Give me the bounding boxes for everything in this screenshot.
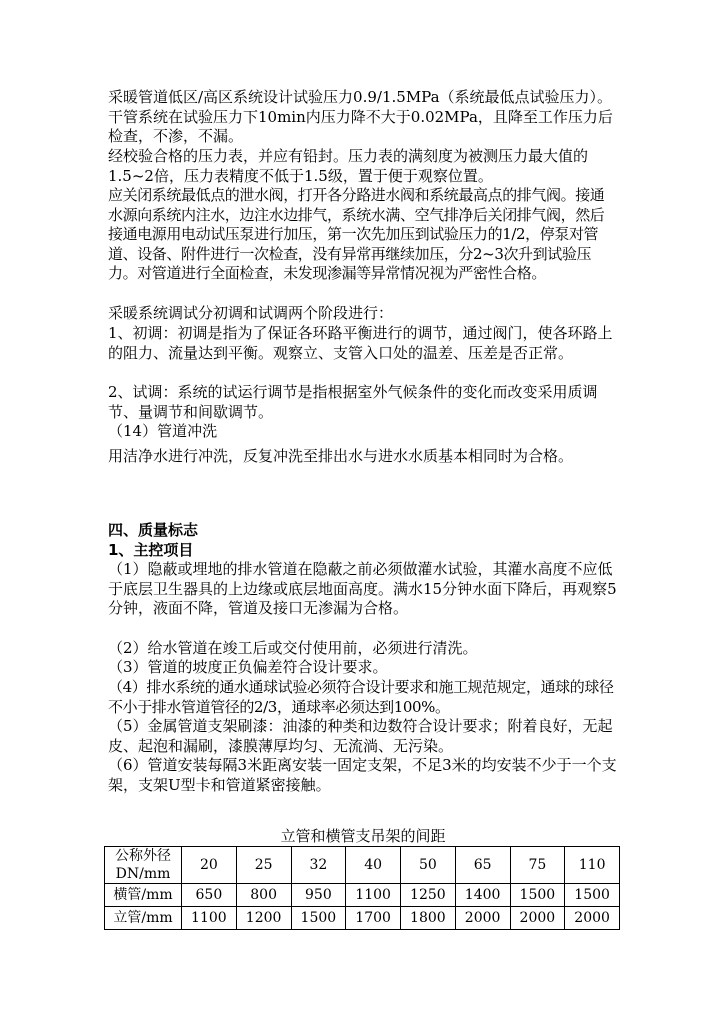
table-cell: 1500 <box>565 884 620 907</box>
table-header-cell: 40 <box>346 847 401 884</box>
table-header-cell: 25 <box>236 847 291 884</box>
item-5: （5）金属管道支架刷漆：油漆的种类和边数符合设计要求；附着良好，无起皮、起泡和漏刷，漆膜薄厚均匀、无流淌、无污染。 <box>108 717 613 755</box>
item-4: （4）排水系统的通水通球试验必须符合设计要求和施工规范规定，通球的球径不小于排水管道管径的2/3，通球率必须达到100%。 <box>108 678 614 716</box>
item-1: （1）隐蔽或埋地的排水管道在隐蔽之前必须做灌水试验，其灌水高度不应低于底层卫生器具的上边缘或底层地面高度。满水15分钟水面下降后，再观察5分钟，液面不降，管道及接口无渗漏为合格。 <box>108 560 617 618</box>
table-header-cell: 20 <box>182 847 237 884</box>
table-row-label: 横管/mm <box>105 884 182 907</box>
paragraph-trial-adjust: 2、试调：系统的试运行调节是指根据室外气候条件的变化而改变采用质调节、量调节和间歇调节。 <box>108 383 598 421</box>
table-header-cell: 110 <box>565 847 620 884</box>
table-cell: 1200 <box>236 907 291 930</box>
table-cell: 1500 <box>291 907 346 930</box>
table-row <box>105 884 620 907</box>
table-row-label: 立管/mm <box>105 907 182 930</box>
item-6: （6）管道安装每隔3米距离安装一固定支架，不足3米的均安装不少于一个支架，支架U型卡和管道紧密接触。 <box>108 756 617 794</box>
table-row <box>105 907 620 930</box>
table-cell: 800 <box>236 884 291 907</box>
table-cell: 2000 <box>455 907 510 930</box>
paragraph-procedure: 应关闭系统最低点的泄水阀，打开各分路进水阀和系统最高点的排气阀。接通水源向系统内注水，边注水边排气，系统水满、空气排净后关闭排气阀，然后接通电源用电动试压泵进行加压，第一次先加压到试验压力的1/2，停泵对管道、设备、附件进行一次检查，没有异常再继续加压，分2~3次升到试验压力。对管道进行全面检查，未发现渗漏等异常情况视为严密性合格。 <box>108 186 605 283</box>
table-header-cell: 65 <box>455 847 510 884</box>
table-cell: 2000 <box>510 907 565 930</box>
table-header-cell: 75 <box>510 847 565 884</box>
table-cell: 1100 <box>346 884 401 907</box>
table-cell: 1500 <box>510 884 565 907</box>
table-cell: 1250 <box>401 884 456 907</box>
paragraph-pressure-test: 采暖管道低区/高区系统设计试验压力0.9/1.5MPa（系统最低点试验压力）。干管系统在试验压力下10min内压力降不大于0.02MPa，且降至工作压力后检查，不渗，不漏。 <box>108 88 613 146</box>
paragraph-commissioning: 采暖系统调试分初调和试调两个阶段进行： <box>108 304 394 322</box>
subsection-title: 1、主控项目 <box>108 541 194 559</box>
table-cell: 1700 <box>346 907 401 930</box>
paragraph-initial-adjust: 1、初调：初调是指为了保证各环路平衡进行的调节，通过阀门，使各环路上的阻力、流量达到平衡。观察立、支管入口处的温差、压差是否正常。 <box>108 324 613 362</box>
paragraph-flush-title: （14）管道冲洗 <box>108 422 218 440</box>
table-cell: 2000 <box>565 907 620 930</box>
table-cell: 1400 <box>455 884 510 907</box>
table-header-cell: 50 <box>401 847 456 884</box>
table-cell: 950 <box>291 884 346 907</box>
paragraph-pressure-gauge: 经校验合格的压力表，并应有铅封。压力表的满刻度为被测压力最大值的1.5~2倍，压力表精度不低于1.5级，置于便于观察位置。 <box>108 147 589 185</box>
table-cell: 1800 <box>401 907 456 930</box>
table-header-cell: 32 <box>291 847 346 884</box>
table-cell: 1100 <box>182 907 237 930</box>
table-header-row <box>105 847 620 884</box>
paragraph-flush: 用洁净水进行冲洗，反复冲洗至排出水与进水水质基本相同时为合格。 <box>108 447 574 465</box>
item-3: （3）管道的坡度正负偏差符合设计要求。 <box>108 658 388 676</box>
table-caption: 立管和横管支吊架的间距 <box>280 827 446 845</box>
table-header-label: 公称外径DN/mm <box>105 847 182 884</box>
item-2: （2）给水管道在竣工后或交付使用前，必须进行清洗。 <box>108 639 478 657</box>
section-title: 四、质量标志 <box>108 521 199 539</box>
support-spacing-table <box>104 846 620 930</box>
table-cell: 650 <box>182 884 237 907</box>
